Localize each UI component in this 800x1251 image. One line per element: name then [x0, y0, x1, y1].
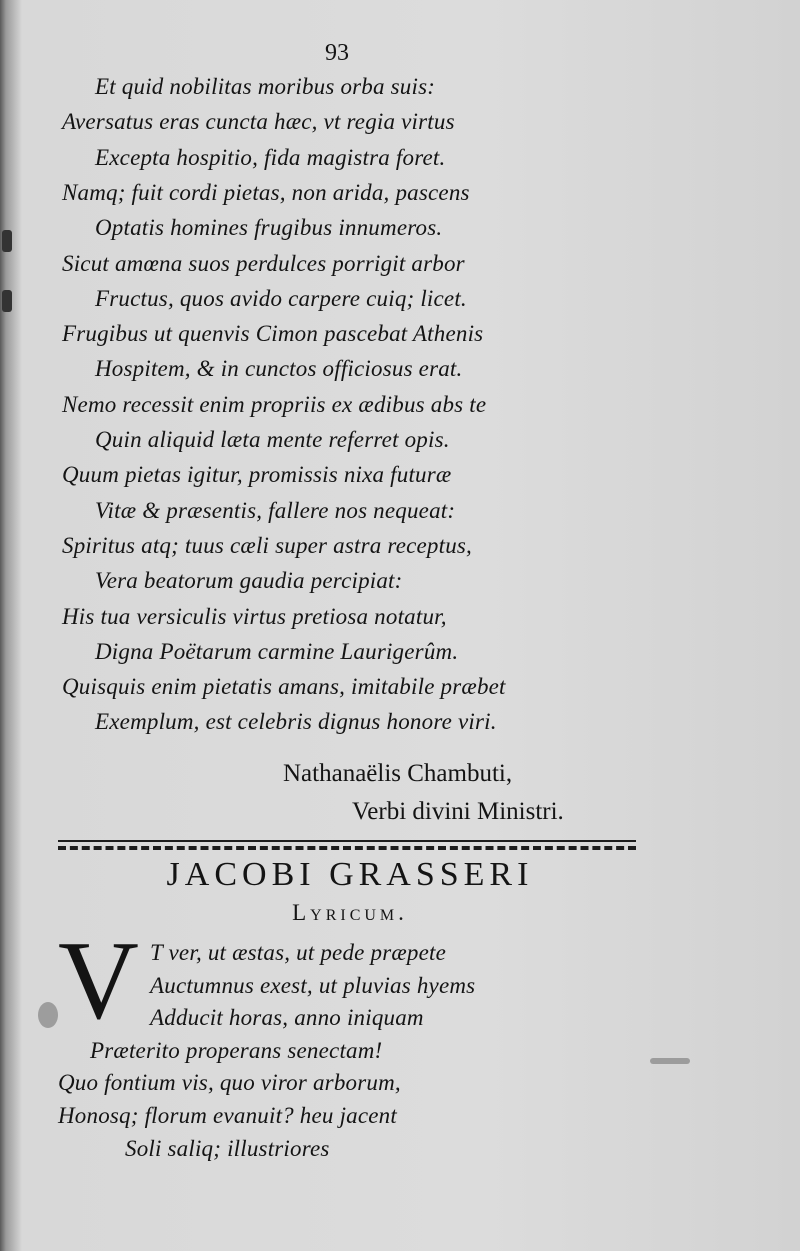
poem-line: Exemplum, est celebris dignus honore viri. [95, 709, 497, 735]
poem-line: Digna Poëtarum carmine Laurigerûm. [95, 638, 459, 664]
drop-cap: V [58, 919, 139, 1043]
poem-line: Optatis homines frugibus innumeros. [95, 215, 443, 241]
poem-line: Quo fontium vis, quo viror arborum, [58, 1070, 401, 1096]
poem-line: Adducit horas, anno iniquam [150, 1005, 424, 1031]
poem-line: Quum pietas igitur, promissis nixa futuræ [62, 462, 452, 488]
page-number: 93 [325, 40, 349, 66]
poem-line: Et quid nobilitas moribus orba suis: [95, 74, 436, 99]
poem-line: Aversatus eras cuncta hæc, vt regia virtus [62, 109, 455, 135]
signature-title: Verbi divini Ministri. [352, 798, 564, 825]
poem-line: Soli saliq; illustriores [125, 1135, 330, 1161]
poem-line: Quin aliquid læta mente referret opis. [95, 427, 450, 452]
poem-line: T ver, ut æstas, ut pede præpete [150, 940, 447, 965]
poem-line: Vera beatorum gaudia percipiat: [95, 568, 403, 594]
poem-line: Fructus, quos avido carpere cuiq; licet. [95, 285, 467, 311]
ink-mark [650, 1058, 690, 1064]
poem-line: Sicut amœna suos perdulces porrigit arbor [62, 250, 465, 276]
poem-line: Frugibus ut quenvis Cimon pascebat Athenis [62, 321, 484, 347]
poem-line: Spiritus atq; tuus cæli super astra receptus, [62, 532, 473, 558]
poem-line: Honosq; florum evanuit? heu jacent [58, 1103, 397, 1128]
poem-line: Namq; fuit cordi pietas, non arida, pascens [62, 179, 470, 205]
divider-rule [58, 840, 636, 842]
section-heading-genre: Lyricum. [292, 900, 408, 925]
poem-line: Excepta hospitio, fida magistra foret. [95, 144, 446, 170]
poem-line: Quisquis enim pietatis amans, imitabile præbet [62, 674, 506, 700]
poem-line: Auctumnus exest, ut pluvias hyems [150, 972, 476, 998]
ink-blot [38, 1002, 58, 1028]
divider-rule-dashed [58, 846, 636, 850]
binding-mark [2, 290, 12, 312]
poem-line: Præterito properans senectam! [90, 1037, 383, 1063]
signature-name: Nathanaëlis Chambuti, [283, 760, 513, 787]
poem-line: Vitæ & præsentis, fallere nos nequeat: [95, 497, 456, 523]
poem-line: Nemo recessit enim propriis ex ædibus abs te [62, 391, 487, 417]
poem-line: Hospitem, & in cunctos officiosus erat. [95, 356, 463, 382]
binding-mark [2, 230, 12, 252]
poem-line: His tua versiculis virtus pretiosa notatur, [62, 603, 447, 629]
section-heading-author: JACOBI GRASSERI [166, 856, 534, 893]
